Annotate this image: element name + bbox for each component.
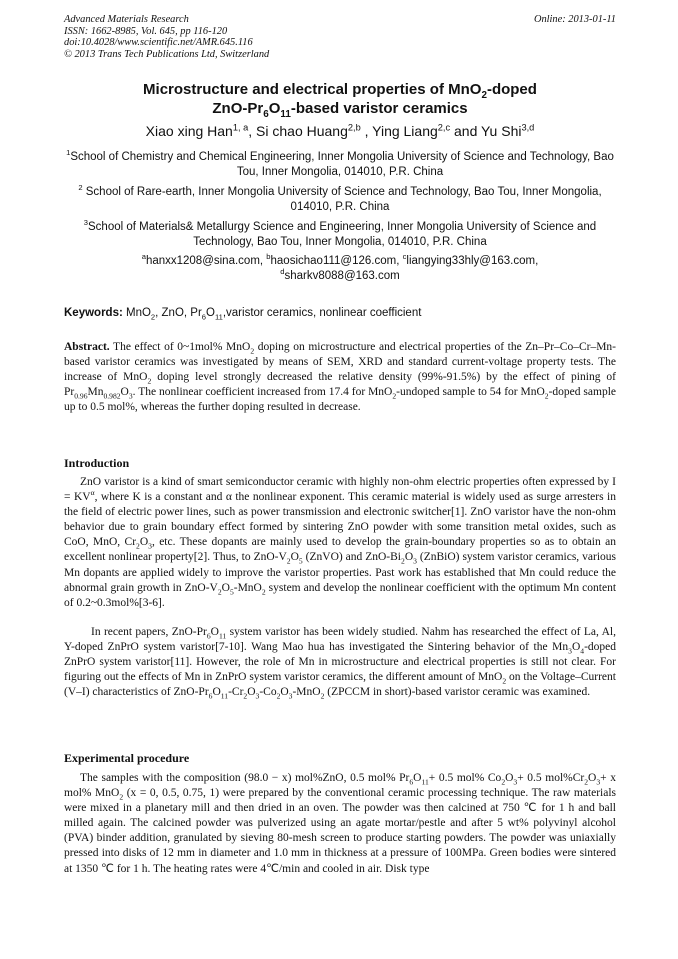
title-text: -based varistor ceramics bbox=[290, 100, 468, 117]
online-date: Online: 2013-01-11 bbox=[533, 14, 616, 25]
author-affil-mark: 1, a bbox=[232, 122, 249, 133]
affil-text: School of Chemistry and Chemical Engineering, Inner Mongolia University of Science and Technology, Bao Tou, Inner Mongolia, 014010, P.R. China bbox=[70, 151, 614, 178]
body-text: on the Voltage–Current (V–I) characteristics of ZnO-Pr bbox=[64, 671, 616, 699]
body-text: O bbox=[505, 772, 514, 784]
title-text: O bbox=[268, 100, 281, 117]
email-address: hanxx1208@sina.com, bbox=[145, 255, 267, 267]
title-text: Microstructure and electrical properties of MnO bbox=[143, 81, 482, 98]
body-text: O bbox=[413, 772, 422, 784]
author-affil-mark: 2,b bbox=[347, 122, 361, 133]
affiliation-1 bbox=[64, 150, 616, 180]
abstract-text: -doped sample up to 0.5 mol%, whereas the further doping resulted in decrease. bbox=[64, 386, 616, 414]
keywords-subscript: 2 bbox=[150, 312, 156, 322]
abstract-subscript: 2 bbox=[250, 346, 255, 356]
body-text: O bbox=[404, 551, 414, 564]
email-address: sharkv8088@163.com bbox=[284, 270, 400, 282]
body-subscript: 3 bbox=[568, 646, 572, 656]
keywords-text: O bbox=[206, 307, 215, 319]
body-text: , etc. These dopants are mainly used to develop the grain-boundary properties so as to obtain an excellent nonlinear property[2]. Thus, to ZnO-V bbox=[64, 536, 616, 564]
body-text: -MnO bbox=[233, 581, 262, 594]
abstract-text: doping level strongly decreased the relative density (99%-91.5%) by the effect of pining of Pr bbox=[64, 371, 616, 399]
body-text: In recent papers, ZnO-Pr bbox=[91, 626, 207, 638]
keywords-text: ,varistor ceramics, nonlinear coefficient bbox=[222, 307, 422, 319]
journal-header bbox=[64, 14, 616, 60]
body-text: O bbox=[280, 686, 289, 699]
body-text: (ZnVO) and ZnO-Bi bbox=[302, 551, 402, 564]
body-subscript: 2 bbox=[501, 777, 506, 787]
body-text: system varistor has been widely studied. Nahm has researched the effect of La, Al, Y-doped ZnPrO system varistor[7-10]. Wang Mao hua has investigated the Sintering behavior of the Mn bbox=[64, 626, 616, 654]
body-subscript: 2 bbox=[401, 556, 405, 566]
affiliation-2 bbox=[64, 185, 616, 215]
experimental-paragraph-1 bbox=[64, 771, 616, 877]
abstract-subscript: 0.982 bbox=[103, 391, 121, 401]
body-text: The samples with the composition (98.0 − x) mol%ZnO, 0.5 mol% Pr bbox=[80, 772, 410, 784]
author-list bbox=[64, 122, 616, 140]
keywords-subscript: 11 bbox=[214, 312, 223, 322]
body-text: -Cr bbox=[228, 686, 244, 699]
body-text: O bbox=[221, 581, 230, 594]
abstract-subscript: 2 bbox=[392, 391, 397, 401]
body-superscript: α bbox=[90, 488, 95, 498]
abstract-label: Abstract. bbox=[64, 341, 110, 353]
body-subscript: 2 bbox=[320, 691, 325, 701]
affil-mark: 1 bbox=[66, 148, 71, 158]
abstract-subscript: 3 bbox=[128, 391, 133, 401]
body-text: (ZnBiO) system varistor ceramics, various Mn dopants are applied widely to improve the varistor properties. Past work has established that Mn could reduce the abnormal grain growth in ZnO-V bbox=[64, 551, 616, 594]
abstract-text: The effect of 0~1mol% MnO bbox=[109, 341, 251, 353]
introduction-paragraph-2 bbox=[64, 625, 616, 700]
body-subscript: 3 bbox=[255, 691, 260, 701]
body-text: -doped ZnPrO system varistor[11]. However, the role of Mn in microstructure and electrical properties is still not clear. For figuring out the effects of Mn in ZnPrO system varistor ceramics, the different amount of MnO bbox=[64, 641, 616, 684]
author-name: Xiao xing Han bbox=[145, 123, 233, 139]
body-text: O bbox=[290, 551, 299, 564]
body-subscript: 2 bbox=[261, 586, 266, 596]
abstract-text: doping on microstructure and electrical properties of the Zn–Pr–Co–Cr–Mn-based varistor ceramics was investigated by means of SEM, XRD and standard current-voltage property tests. The increase of MnO bbox=[64, 341, 616, 384]
title-subscript: 2 bbox=[481, 90, 487, 101]
affil-mark: 2 bbox=[78, 183, 83, 193]
affil-text: School of Materials& Metallurgy Science and Engineering, Inner Mongolia University of Science and Technology, Bao Tou, Inner Mongolia, 014010, P.R. China bbox=[88, 221, 597, 248]
body-text: + 0.5 mol%Cr bbox=[517, 772, 585, 784]
introduction-heading: Introduction bbox=[64, 456, 130, 470]
title-subscript: 11 bbox=[280, 109, 291, 120]
author-name: , Si chao Huang bbox=[248, 123, 348, 139]
body-subscript: 5 bbox=[298, 556, 303, 566]
keywords-text: MnO bbox=[122, 307, 151, 319]
body-text: (ZPCCM in short)-based varistor ceramic was examined. bbox=[324, 686, 591, 699]
body-text: ZnO varistor is a kind of smart semiconductor ceramic with highly non-ohm electric properties often expressed by I = KV bbox=[64, 476, 616, 504]
body-text: O bbox=[571, 641, 581, 654]
body-text: O bbox=[212, 686, 221, 699]
keywords-subscript: 6 bbox=[201, 312, 207, 322]
journal-issn: ISSN: 1662-8985, Vol. 645, pp 116-120 bbox=[64, 25, 228, 37]
body-subscript: 11 bbox=[421, 777, 429, 787]
body-subscript: 2 bbox=[502, 676, 507, 686]
body-subscript: 3 bbox=[148, 541, 152, 551]
email-address: haosichao111@126.com, bbox=[270, 255, 403, 267]
body-subscript: 2 bbox=[276, 691, 281, 701]
abstract-text: O bbox=[120, 386, 129, 399]
body-subscript: 6 bbox=[206, 631, 211, 641]
body-subscript: 3 bbox=[413, 556, 417, 566]
title-text: ZnO-Pr bbox=[212, 100, 264, 117]
abstract-subscript: 2 bbox=[147, 376, 152, 386]
body-text: O bbox=[588, 772, 597, 784]
title-subscript: 6 bbox=[263, 109, 269, 120]
paper-title bbox=[64, 80, 616, 118]
body-subscript: 11 bbox=[220, 691, 229, 701]
body-subscript: 2 bbox=[217, 586, 222, 596]
journal-doi: doi:10.4028/www.scientific.net/AMR.645.116 bbox=[64, 37, 253, 48]
author-affil-mark: 3,d bbox=[521, 122, 535, 133]
affil-mark: 3 bbox=[83, 218, 88, 228]
abstract-subscript: 2 bbox=[544, 391, 549, 401]
email-address: liangying33hly@163.com, bbox=[406, 255, 539, 267]
body-text: + 0.5 mol% Co bbox=[428, 772, 502, 784]
body-subscript: 2 bbox=[119, 792, 124, 802]
title-text: -doped bbox=[486, 81, 537, 98]
body-text: (x = 0, 0.5, 0.75, 1) were prepared by the conventional ceramic processing technique. The raw materials were mixed in a planetary mill and then dried in an oven. The powder was then calcined at 750 ℃ for 1 h and ball milled again. The calcined powder was pulverized using an agate mortar/pestle and after 5 wt% polyvinyl alcohol (PVA) binder addition, granulated by sieving 80-mesh screen to produce starting powders. The powder was uniaxially pressed into disks of 12 mm in diameter and 1.0 mm in thickness at a pressure of 100MPa. Green bodies were sintered at 1350 ℃ for 1 h. The heating rates were 4℃/min and cooled in air. Disk type bbox=[64, 787, 616, 875]
abstract-subscript: 0.96 bbox=[74, 391, 88, 401]
abstract-text: . The nonlinear coefficient increased from 17.4 for MnO bbox=[132, 386, 393, 399]
keywords-text: , ZnO, Pr bbox=[155, 307, 202, 319]
author-name: and Yu Shi bbox=[450, 123, 522, 139]
affiliation-3 bbox=[64, 220, 616, 250]
body-subscript: 6 bbox=[409, 777, 414, 787]
body-text: -Co bbox=[259, 686, 277, 699]
abstract-paragraph bbox=[64, 340, 616, 415]
body-subscript: 6 bbox=[208, 691, 213, 701]
body-subscript: 3 bbox=[288, 691, 293, 701]
abstract-text: -undoped sample to 54 for MnO bbox=[396, 386, 545, 399]
experimental-heading: Experimental procedure bbox=[64, 751, 190, 765]
body-text: , where K is a constant and α the nonlinear exponent. This ceramic material is widely used as surge arresters in the field of electric power lines, such as power transmission and electronic switcher[1]. ZnO varistor have the non-ohm behavior due to grain boundary effect formed by sintering ZnO powder with some transition metal oxides, such as CoO, MnO, Cr bbox=[64, 491, 616, 549]
body-subscript: 4 bbox=[580, 646, 585, 656]
author-emails bbox=[64, 254, 616, 284]
keywords-label: Keywords: bbox=[64, 307, 123, 319]
body-text: O bbox=[247, 686, 256, 699]
keywords-line bbox=[64, 306, 616, 321]
body-text: O bbox=[139, 536, 149, 549]
body-subscript: 3 bbox=[513, 777, 518, 787]
body-subscript: 3 bbox=[596, 777, 601, 787]
email-mark: a bbox=[141, 252, 146, 262]
body-subscript: 11 bbox=[218, 631, 227, 641]
email-mark: d bbox=[280, 267, 285, 277]
affil-text: School of Rare-earth, Inner Mongolia University of Science and Technology, Bao Tou, Inner Mongolia, 014010, P.R. China bbox=[82, 186, 602, 213]
body-subscript: 2 bbox=[243, 691, 248, 701]
body-text: system and develop the nonlinear coefficient with the optimum Mn content of 0.2~0.3mol%[3-6]. bbox=[64, 581, 617, 609]
body-text: + x mol% MnO bbox=[64, 772, 616, 800]
body-text: -MnO bbox=[292, 686, 321, 699]
abstract-text: Mn bbox=[87, 386, 104, 399]
email-mark: b bbox=[266, 252, 271, 262]
journal-copyright: © 2013 Trans Tech Publications Ltd, Switzerland bbox=[64, 48, 270, 60]
email-mark: c bbox=[402, 252, 407, 262]
body-subscript: 2 bbox=[286, 556, 291, 566]
introduction-paragraph-1 bbox=[64, 475, 616, 611]
body-subscript: 2 bbox=[136, 541, 140, 551]
author-affil-mark: 2,c bbox=[437, 122, 451, 133]
body-subscript: 5 bbox=[229, 586, 234, 596]
body-text: O bbox=[210, 626, 219, 638]
journal-name: Advanced Materials Research bbox=[64, 14, 189, 25]
body-subscript: 2 bbox=[584, 777, 589, 787]
author-name: , Ying Liang bbox=[360, 123, 438, 139]
